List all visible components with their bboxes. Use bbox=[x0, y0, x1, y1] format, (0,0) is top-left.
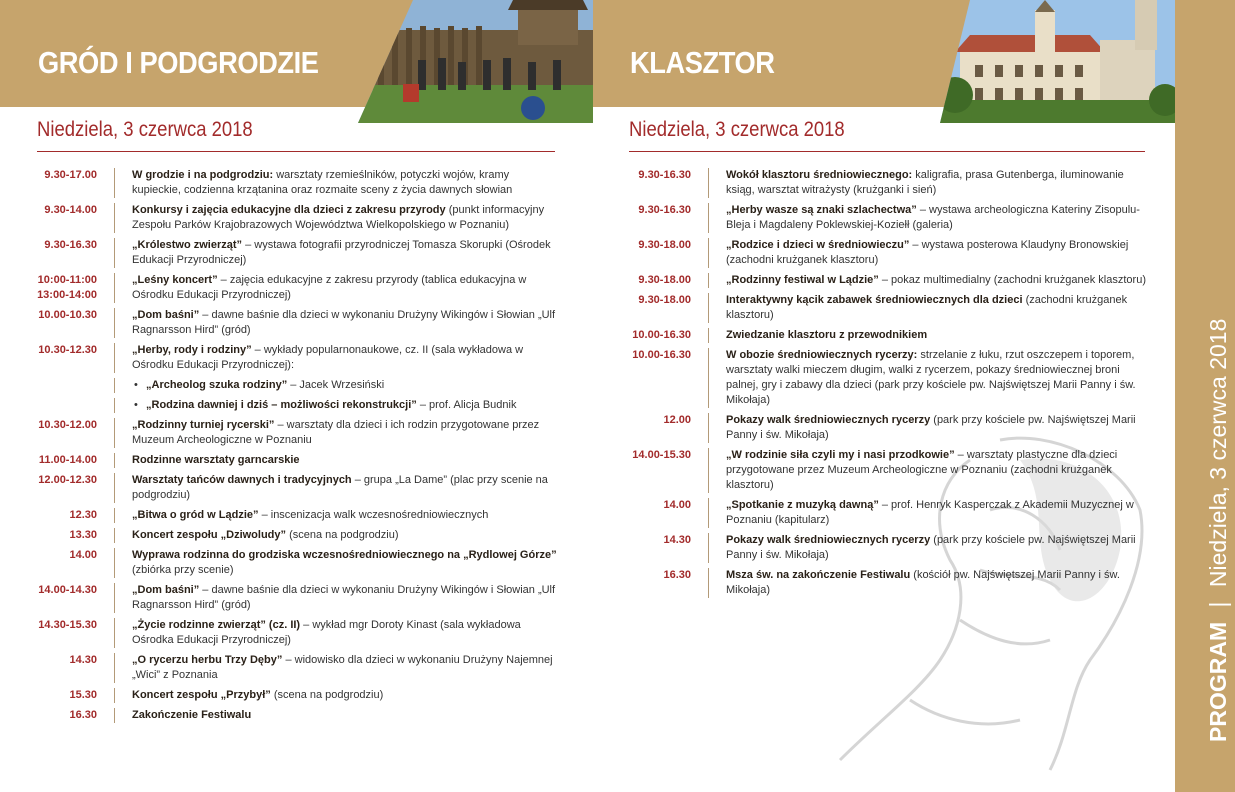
schedule-time: 13.30 bbox=[69, 529, 97, 541]
event-title: W grodzie i na podgrodziu: bbox=[132, 169, 274, 181]
schedule-time: 9.30-18.00 bbox=[638, 239, 691, 251]
schedule-row bbox=[629, 498, 1149, 528]
schedule-description bbox=[726, 568, 1149, 598]
schedule-list-right bbox=[629, 168, 1149, 603]
event-title: Zwiedzanie klasztoru z przewodnikiem bbox=[726, 329, 928, 341]
event-title: „Spotkanie z muzyką dawną” bbox=[726, 499, 879, 511]
schedule-row bbox=[629, 568, 1149, 598]
schedule-row bbox=[629, 328, 1149, 343]
time-divider bbox=[708, 348, 709, 408]
schedule-row bbox=[629, 273, 1149, 288]
schedule-description bbox=[132, 583, 557, 613]
time-divider bbox=[708, 238, 709, 268]
schedule-row bbox=[629, 293, 1149, 323]
time-divider bbox=[114, 583, 115, 613]
event-details: – wykłady popularnonaukowe, cz. II (sala wykładowa w Ośrodku Edukacji Przyrodniczej): bbox=[132, 344, 524, 371]
side-vertical-label bbox=[1205, 319, 1232, 742]
schedule-description bbox=[726, 533, 1149, 563]
event-title: Zakończenie Festiwalu bbox=[132, 709, 252, 721]
schedule-time: 12.00-12.30 bbox=[38, 474, 97, 486]
event-details: – dawne baśnie dla dzieci w wykonaniu Drużyny Wikingów i Słowian „Ulf Ragnarsson Hird” (gród) bbox=[132, 584, 556, 611]
time-divider bbox=[114, 238, 115, 268]
time-divider bbox=[114, 398, 115, 413]
time-divider bbox=[114, 273, 115, 303]
event-details: – widowisko dla dzieci w wykonaniu Drużyny Najemnej „Wici” z Poznania bbox=[132, 654, 553, 681]
time-divider bbox=[708, 203, 709, 233]
schedule-description bbox=[132, 398, 516, 413]
event-title: Interaktywny kącik zabawek średniowiecznych dla dzieci bbox=[726, 294, 1023, 306]
schedule-description bbox=[132, 508, 488, 523]
schedule-row bbox=[37, 618, 557, 648]
schedule-row bbox=[37, 653, 557, 683]
time-divider bbox=[708, 293, 709, 323]
schedule-description bbox=[132, 203, 557, 233]
schedule-row bbox=[37, 378, 557, 393]
time-divider bbox=[114, 688, 115, 703]
event-details: (zachodni krużganek klasztoru) bbox=[726, 294, 1128, 321]
event-details: (zbiórka przy scenie) bbox=[132, 564, 234, 576]
schedule-description bbox=[726, 448, 1149, 493]
schedule-time: 10.30-12.00 bbox=[38, 419, 97, 431]
schedule-row bbox=[37, 473, 557, 503]
schedule-description bbox=[726, 273, 1146, 288]
event-details: – prof. Henryk Kasperczak z Akademii Muzycznej w Poznaniu (kapitularz) bbox=[726, 499, 1134, 526]
event-details: (park przy kościele pw. Najświętszej Marii Panny i św. Mikołaja) bbox=[726, 414, 1136, 441]
schedule-description bbox=[132, 453, 300, 468]
event-details: kaligrafia, prasa Gutenberga, iluminowanie ksiąg, warsztat witrażysty (krużganki i sień) bbox=[726, 169, 1124, 196]
event-title: „W rodzinie siła czyli my i nasi przodkowie” bbox=[726, 449, 955, 461]
schedule-time: 14.00 bbox=[69, 549, 97, 561]
schedule-description bbox=[132, 688, 383, 703]
side-date: Niedziela, 3 czerwca 2018 bbox=[1205, 318, 1231, 588]
event-title: Pokazy walk średniowiecznych rycerzy bbox=[726, 534, 931, 546]
time-divider bbox=[114, 378, 115, 393]
schedule-time: 9.30-16.30 bbox=[638, 204, 691, 216]
schedule-time: 14.00-15.30 bbox=[632, 449, 691, 461]
event-title: „O rycerzu herbu Trzy Dęby” bbox=[132, 654, 283, 666]
event-details: – grupa „La Dame” (plac przy scenie na podgrodziu) bbox=[132, 474, 548, 501]
time-divider bbox=[114, 473, 115, 503]
event-title: Koncert zespołu „Dziwoludy” bbox=[132, 529, 287, 541]
schedule-row bbox=[37, 418, 557, 448]
schedule-time: 16.30 bbox=[663, 569, 691, 581]
schedule-time: 14.30 bbox=[69, 654, 97, 666]
schedule-row bbox=[37, 238, 557, 268]
schedule-row bbox=[629, 448, 1149, 493]
schedule-row bbox=[37, 398, 557, 413]
event-title: „Królestwo zwierząt” bbox=[132, 239, 243, 251]
event-details: (scena na podgrodziu) bbox=[286, 529, 399, 541]
time-divider bbox=[114, 343, 115, 373]
schedule-description bbox=[726, 498, 1149, 528]
event-title: Koncert zespołu „Przybył” bbox=[132, 689, 271, 701]
time-divider bbox=[708, 168, 709, 198]
schedule-description bbox=[132, 473, 557, 503]
time-divider bbox=[114, 168, 115, 198]
schedule-time: 9.30-17.00 bbox=[44, 169, 97, 181]
schedule-description bbox=[132, 343, 557, 373]
event-title: „Dom baśni” bbox=[132, 584, 200, 596]
event-title: „Leśny koncert” bbox=[132, 274, 218, 286]
event-details: (kościół pw. Najświętszej Marii Panny i św. Mikołaja) bbox=[726, 569, 1120, 596]
heading-rule-right bbox=[629, 151, 1145, 152]
schedule-row bbox=[37, 548, 557, 578]
event-details: (scena na podgrodziu) bbox=[270, 689, 384, 701]
schedule-row bbox=[37, 583, 557, 613]
time-divider bbox=[114, 308, 115, 338]
schedule-description bbox=[132, 528, 399, 543]
event-title: Pokazy walk średniowiecznych rycerzy bbox=[726, 414, 931, 426]
schedule-time: 15.30 bbox=[69, 689, 97, 701]
schedule-row bbox=[629, 348, 1149, 408]
event-title: „Herby wasze są znaki szlachectwa” bbox=[726, 204, 917, 216]
event-details: – wystawa posterowa Klaudyny Bronowskiej (zachodni krużganek klasztoru) bbox=[726, 239, 1129, 266]
event-title: „Życie rodzinne zwierząt” (cz. II) bbox=[132, 619, 301, 631]
time-divider bbox=[708, 568, 709, 598]
time-divider bbox=[114, 548, 115, 578]
event-title: Konkursy i zajęcia edukacyjne dla dzieci z zakresu przyrody bbox=[132, 204, 446, 216]
schedule-description bbox=[132, 653, 557, 683]
schedule-list-left bbox=[37, 168, 557, 728]
schedule-description bbox=[132, 708, 251, 723]
section-title-klasztor: KLASZTOR bbox=[630, 45, 775, 80]
event-title: Msza św. na zakończenie Festiwalu bbox=[726, 569, 911, 581]
event-title: „Bitwa o gród w Lądzie” bbox=[132, 509, 259, 521]
event-details: (park przy kościele pw. Najświętszej Marii Panny i św. Mikołaja) bbox=[726, 534, 1136, 561]
schedule-time: 16.30 bbox=[69, 709, 97, 721]
schedule-time: 9.30-18.00 bbox=[638, 274, 691, 286]
schedule-description bbox=[132, 378, 384, 393]
event-title: „Rodzina dawniej i dziś – możliwości rekonstrukcji” bbox=[146, 399, 417, 411]
schedule-description bbox=[132, 548, 557, 578]
heading-rule-left bbox=[37, 151, 555, 152]
schedule-time: 10.00-16.30 bbox=[632, 349, 691, 361]
schedule-time: 14.30 bbox=[663, 534, 691, 546]
schedule-time: 10.00-16.30 bbox=[632, 329, 691, 341]
schedule-time: 12.00 bbox=[663, 414, 691, 426]
schedule-description bbox=[132, 168, 557, 198]
side-program-label: PROGRAM bbox=[1205, 621, 1231, 742]
time-divider bbox=[708, 273, 709, 288]
event-details: – warsztaty plastyczne dla dzieci przygotowane przez Muzeum Archeologiczne w Poznaniu (zachodni krużganek klasztoru) bbox=[726, 449, 1118, 491]
time-divider bbox=[114, 653, 115, 683]
event-title: Rodzinne warsztaty garncarskie bbox=[132, 454, 300, 466]
event-details: – pokaz multimedialny (zachodni krużganek klasztoru) bbox=[878, 274, 1146, 286]
date-heading-left: Niedziela, 3 czerwca 2018 bbox=[37, 118, 253, 141]
schedule-time bbox=[37, 378, 97, 393]
schedule-row bbox=[37, 508, 557, 523]
schedule-row bbox=[37, 203, 557, 233]
schedule-row bbox=[37, 453, 557, 468]
time-divider bbox=[114, 203, 115, 233]
schedule-time bbox=[37, 398, 97, 413]
event-details: – wystawa fotografii przyrodniczej Tomasza Skorupki (Ośrodek Edukacji Przyrodniczej) bbox=[132, 239, 551, 266]
time-divider bbox=[114, 618, 115, 648]
event-details: – dawne baśnie dla dzieci w wykonaniu Drużyny Wikingów i Słowian „Ulf Ragnarsson Hird” (gród) bbox=[132, 309, 556, 336]
schedule-row bbox=[37, 528, 557, 543]
event-title: W obozie średniowiecznych rycerzy: bbox=[726, 349, 918, 361]
side-separator: | bbox=[1205, 601, 1231, 608]
time-divider bbox=[114, 528, 115, 543]
event-details: – zajęcia edukacyjne z zakresu przyrody (tablica edukacyjna w Ośrodku Edukacji Przyrodniczej) bbox=[132, 274, 527, 301]
event-details: – prof. Alicja Budnik bbox=[416, 399, 517, 411]
schedule-time: 9.30-16.30 bbox=[638, 169, 691, 181]
schedule-description bbox=[132, 618, 557, 648]
time-divider bbox=[708, 328, 709, 343]
event-title: „Rodzinny turniej rycerski” bbox=[132, 419, 275, 431]
schedule-description bbox=[132, 308, 557, 338]
event-details: – wykład mgr Doroty Kinast (sala wykładowa Ośrodka Edukacji Przyrodniczej) bbox=[132, 619, 521, 646]
event-title: „Dom baśni” bbox=[132, 309, 200, 321]
event-title: „Rodzinny festiwal w Lądzie” bbox=[726, 274, 879, 286]
event-details: – Jacek Wrzesiński bbox=[287, 379, 385, 391]
schedule-description bbox=[132, 273, 557, 303]
schedule-row bbox=[37, 273, 557, 303]
schedule-time: 9.30-14.00 bbox=[44, 204, 97, 216]
schedule-row bbox=[629, 413, 1149, 443]
event-details: – inscenizacja walk wczesnośredniowiecznych bbox=[258, 509, 489, 521]
event-title: „Rodzice i dzieci w średniowieczu” bbox=[726, 239, 910, 251]
schedule-description bbox=[132, 238, 557, 268]
schedule-row bbox=[37, 308, 557, 338]
schedule-description bbox=[726, 168, 1149, 198]
time-divider bbox=[114, 508, 115, 523]
schedule-description bbox=[726, 328, 927, 343]
time-divider bbox=[708, 498, 709, 528]
event-title: Wokół klasztoru średniowiecznego: bbox=[726, 169, 913, 181]
schedule-description bbox=[132, 418, 557, 448]
schedule-time: 10.30-12.30 bbox=[38, 344, 97, 356]
schedule-time: 14.30-15.30 bbox=[38, 619, 97, 631]
schedule-time: 14.00-14.30 bbox=[38, 584, 97, 596]
schedule-description bbox=[726, 413, 1149, 443]
event-details: strzelanie z łuku, rzut oszczepem i toporem, warsztaty walki mieczem długim, walki z rycerzem, pokazy średniowiecznej broni palnej, gry i zabawy dla dzieci (park przy kościele pw. Najświętszej Marii Panny i św. Mikołaja) bbox=[726, 349, 1136, 406]
event-title: „Archeolog szuka rodziny” bbox=[146, 379, 288, 391]
photo-monastery bbox=[940, 0, 1175, 123]
time-divider bbox=[114, 418, 115, 448]
schedule-row bbox=[629, 203, 1149, 233]
event-details: (punkt informacyjny Zespołu Parków Krajobrazowych Województwa Wielkopolskiego w Poznaniu) bbox=[132, 204, 545, 231]
time-divider bbox=[114, 453, 115, 468]
section-title-grod: GRÓD I PODGRODZIE bbox=[38, 45, 319, 80]
event-title: „Herby, rody i rodziny” bbox=[132, 344, 252, 356]
event-details: warsztaty rzemieślników, potyczki wojów, kramy kupieckie, codzienna krzątanina oraz rozmaite sceny z życia dawnych słowian bbox=[132, 169, 513, 196]
event-details: – wystawa archeologiczna Kateriny Zisopulu-Bleja i Magdaleny Poklewskiej-Koziełł (galeria) bbox=[726, 204, 1140, 231]
schedule-description bbox=[726, 203, 1149, 233]
time-divider bbox=[708, 413, 709, 443]
schedule-time: 12.30 bbox=[69, 509, 97, 521]
schedule-row bbox=[37, 343, 557, 373]
schedule-time: 9.30-16.30 bbox=[44, 239, 97, 251]
schedule-row bbox=[629, 533, 1149, 563]
schedule-description bbox=[726, 238, 1149, 268]
schedule-row bbox=[37, 708, 557, 723]
schedule-row bbox=[37, 168, 557, 198]
event-details: – warsztaty dla dzieci i ich rodzin przygotowane przez Muzeum Archeologiczne w Poznaniu bbox=[132, 419, 540, 446]
schedule-row bbox=[629, 238, 1149, 268]
event-title: Wyprawa rodzinna do grodziska wczesnośredniowiecznego na „Rydlowej Górze” bbox=[132, 549, 557, 561]
schedule-time: 11.00-14.00 bbox=[38, 454, 97, 466]
schedule-description bbox=[726, 348, 1149, 408]
event-title: Warsztaty tańców dawnych i tradycyjnych bbox=[132, 474, 352, 486]
time-divider bbox=[114, 708, 115, 723]
schedule-description bbox=[726, 293, 1149, 323]
schedule-row bbox=[37, 688, 557, 703]
schedule-time: 9.30-18.00 bbox=[638, 294, 691, 306]
date-heading-right: Niedziela, 3 czerwca 2018 bbox=[629, 118, 845, 141]
schedule-row bbox=[629, 168, 1149, 198]
time-divider bbox=[708, 533, 709, 563]
time-divider bbox=[708, 448, 709, 493]
schedule-time: 10.00-10.30 bbox=[38, 309, 97, 321]
schedule-time: 10:00-11:00 13:00-14:00 bbox=[37, 274, 97, 301]
schedule-time: 14.00 bbox=[663, 499, 691, 511]
